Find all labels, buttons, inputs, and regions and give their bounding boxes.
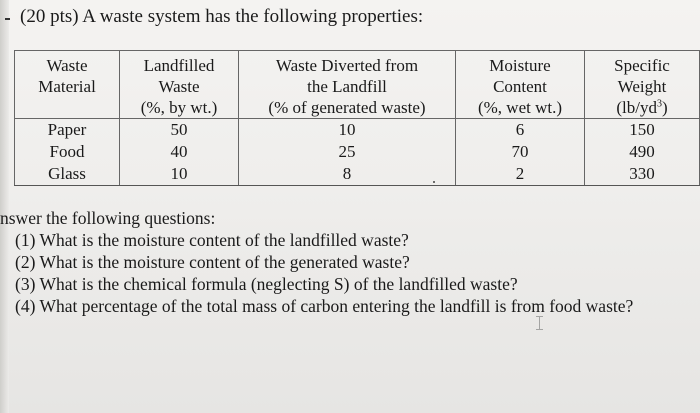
header-line [589,97,695,118]
unit-close: ) [661,98,668,117]
header-line: (% of generated waste) [268,98,426,117]
header-line: Material [38,77,96,96]
question-item: (4) What percentage of the total mass of carbon entering the landfill is from food waste? [15,296,634,316]
properties-table [14,50,700,186]
header-line: Weight [617,77,667,96]
cell-moisture: 70 [456,141,585,163]
question-item: (1) What is the moisture content of the landfilled waste? [15,230,409,250]
header-waste-diverted [239,51,456,119]
header-landfilled-waste [120,51,239,119]
question-item: (3) What is the chemical formula (neglecting S) of the landfilled waste? [15,274,518,294]
table-row [15,141,700,163]
header-waste-material [15,51,120,119]
header-line: Waste Diverted from [275,56,419,75]
bullet-mark [5,18,10,20]
question-item: (2) What is the moisture content of the generated waste? [15,252,410,272]
cell-material: Food [15,141,120,163]
cell-specific-weight: 330 [585,163,700,186]
unit-text: (lb/yd [616,98,657,117]
stray-dot [433,181,435,183]
header-line: (%, wet wt.) [477,98,563,117]
table-row [15,119,700,142]
cell-diverted: 25 [239,141,456,163]
header-line: Content [493,77,547,96]
text-cursor-icon [539,316,546,330]
header-line: Landfilled [143,56,215,75]
cell-landfilled: 10 [120,163,239,186]
cell-landfilled: 40 [120,141,239,163]
questions-intro: nswer the following questions: [0,208,216,228]
header-line: the Landfill [307,77,387,96]
header-moisture-content [456,51,585,119]
cell-landfilled: 50 [120,119,239,142]
header-line: Waste [46,56,88,75]
cell-moisture: 2 [456,163,585,186]
cell-specific-weight: 150 [585,119,700,142]
cell-moisture: 6 [456,119,585,142]
questions-list [0,229,633,317]
table-header-row [15,51,700,119]
header-line: Specific [614,56,670,75]
header-specific-weight [585,51,700,119]
cell-material: Glass [15,163,120,186]
unit-exponent: 3 [656,98,662,110]
header-line: Waste [158,77,200,96]
cell-material: Paper [15,119,120,142]
problem-heading: (20 pts) A waste system has the following properties: [20,6,424,27]
cell-diverted: 8 [239,163,456,186]
header-line: Moisture [489,56,551,75]
questions-section [0,207,633,317]
header-line: (%, by wt.) [140,98,218,117]
cell-specific-weight: 490 [585,141,700,163]
cell-diverted: 10 [239,119,456,142]
table-row [15,163,700,186]
